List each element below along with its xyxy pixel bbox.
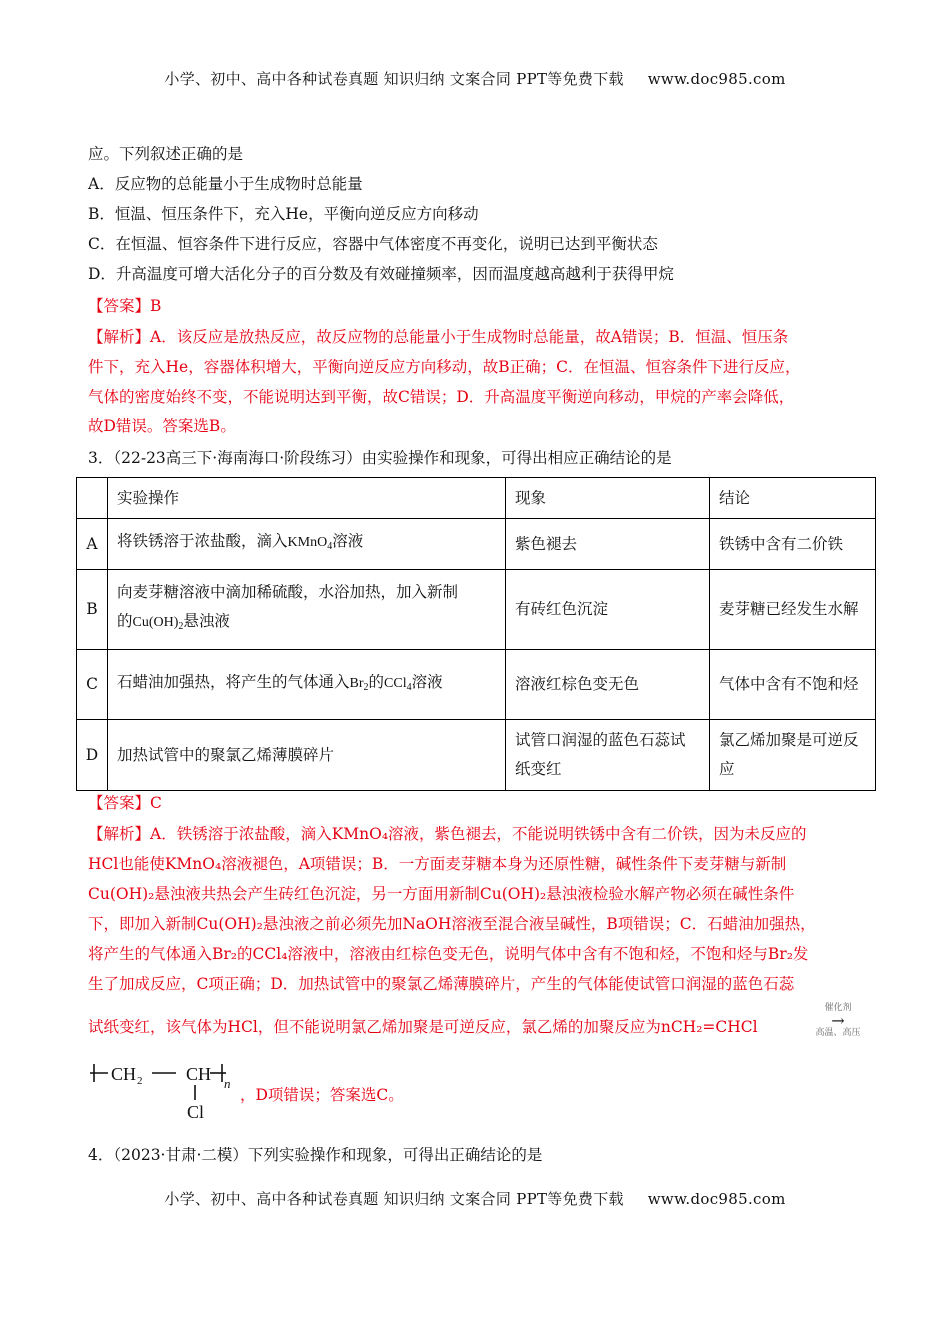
row-phenomenon: 溶液红棕色变无色: [506, 650, 710, 720]
q4-stem: 4．（2023·甘肃·二模）下列实验操作和现象，可得出正确结论的是: [88, 1146, 543, 1164]
row-label: D: [77, 720, 108, 791]
polymer-cl: Cl: [187, 1102, 205, 1122]
pvc-structure-figure: [86, 1060, 246, 1122]
row-phenomenon: 试管口润湿的蓝色石蕊试纸变红: [506, 720, 710, 791]
row-conclusion: 氯乙烯加聚是可逆反应: [710, 720, 876, 791]
q3-analysis-line: 【解析】A．铁锈溶于浓盐酸，滴入KMnO₄溶液，紫色褪去，不能说明铁锈中含有二价铁，因为未反应的: [88, 825, 807, 843]
row-label: C: [77, 650, 108, 720]
footer-site: www.doc985.com: [647, 1190, 786, 1208]
q3-stem: 3．（22-23高三下·海南海口·阶段练习）由实验操作和现象，可得出相应正确结论的是: [88, 449, 672, 467]
row-conclusion: 气体中含有不饱和烃: [710, 650, 876, 720]
row-operation: 石蜡油加强热，将产生的气体通入$Br_2$的CCl$_4$溶液: [108, 650, 506, 720]
table-header-phenomenon: 现象: [506, 478, 710, 519]
q3-analysis-line: 试纸变红，该气体为HCl，但不能说明氯乙烯加聚是可逆反应，氯乙烯的加聚反应为nCH₂=CHCl: [88, 1018, 758, 1036]
q3-analysis-line: 将产生的气体通入Br₂的CCl₄溶液中，溶液由红棕色变无色，说明气体中含有不饱和烃，不饱和烃与Br₂发: [88, 945, 809, 963]
q3-analysis-line: Cu(OH)₂悬浊液共热会产生砖红色沉淀，另一方面用新制Cu(OH)₂悬浊液检验水解产物必须在碱性条件: [88, 885, 795, 903]
reaction-arrow: [808, 1003, 868, 1039]
arrow-condition-top: 催化剂: [824, 1003, 852, 1013]
header-title: 小学、初中、高中各种试卷真题 知识归纳 文案合同 PPT等免费下载: [164, 70, 624, 88]
footer-title: 小学、初中、高中各种试卷真题 知识归纳 文案合同 PPT等免费下载: [164, 1190, 624, 1208]
q2-analysis-line: 件下，充入He，容器体积增大，平衡向逆反应方向移动，故B正确；C．在恒温、恒容条件下进行反应，: [88, 358, 801, 376]
q3-analysis-end: ，D项错误；答案选C。: [240, 1086, 404, 1104]
table-header-conclusion: 结论: [710, 478, 876, 519]
experiment-table: [76, 477, 876, 791]
q2-analysis-line: 故D错误。答案选B。: [88, 417, 236, 435]
table-row: [77, 570, 876, 650]
row-conclusion: 麦芽糖已经发生水解: [710, 570, 876, 650]
row-operation: 将铁锈溶于浓盐酸，滴入KMnO$_4$溶液: [108, 519, 506, 570]
row-conclusion: 铁锈中含有二价铁: [710, 519, 876, 570]
row-operation: 加热试管中的聚氯乙烯薄膜碎片: [108, 720, 506, 791]
row-operation: 向麦芽糖溶液中滴加稀硫酸，水浴加热，加入新制 的$Cu(OH)_2$悬浊液: [108, 570, 506, 650]
q3-answer: 【答案】C: [88, 794, 162, 812]
row-label: B: [77, 570, 108, 650]
q3-analysis-line: 生了加成反应，C项正确；D．加热试管中的聚氯乙烯薄膜碎片，产生的气体能使试管口润湿的蓝色石蕊: [88, 975, 795, 993]
header-site: www.doc985.com: [647, 70, 786, 88]
polymer-n: n: [224, 1076, 231, 1091]
formula-kmno4: KMnO$_4$: [287, 535, 333, 552]
table-row: [77, 720, 876, 791]
q2-option-c: C．在恒温、恒容条件下进行反应，容器中气体密度不再变化，说明已达到平衡状态: [88, 235, 658, 253]
table-row: [77, 650, 876, 720]
table-header-operation: 实验操作: [108, 478, 506, 519]
q2-option-a: A．反应物的总能量小于生成物时总能量: [88, 175, 363, 193]
formula-br2: $Br_2$: [349, 675, 369, 693]
q2-analysis-line: 气体的密度始终不变，不能说明达到平衡，故C错误；D．升高温度平衡逆向移动，甲烷的产率会降低，: [88, 388, 795, 406]
row-label: A: [77, 519, 108, 570]
polymer-ch: CH: [186, 1064, 212, 1084]
q2-stem-tail: 应。下列叙述正确的是: [88, 145, 244, 163]
arrow-condition-bottom: 高温、高压: [815, 1028, 861, 1038]
arrow-icon: →: [831, 1011, 845, 1030]
q2-option-b: B．恒温、恒压条件下，充入He，平衡向逆反应方向移动: [88, 205, 479, 223]
q2-option-d: D．升高温度可增大活化分子的百分数及有效碰撞频率，因而温度越高越利于获得甲烷: [88, 265, 674, 283]
table-header-row: [77, 478, 876, 519]
table-header-blank: [77, 478, 108, 519]
polymer-ch2: CH: [111, 1064, 137, 1084]
formula-ccl4: CCl$_4$: [384, 675, 412, 693]
polymer-ch2-sub: 2: [137, 1075, 143, 1087]
formula-cuoh2: $Cu(OH)_2$: [132, 615, 184, 632]
q3-analysis-line: 下，即加入新制Cu(OH)₂悬浊液之前必须先加NaOH溶液至混合液呈碱性，B项错误；C．石蜡油加强热，: [88, 915, 816, 933]
page-footer: [0, 1188, 950, 1209]
row-phenomenon: 有砖红色沉淀: [506, 570, 710, 650]
table-row: [77, 519, 876, 570]
q2-answer: 【答案】B: [88, 297, 162, 315]
page-header: [0, 68, 950, 89]
q2-analysis-line: 【解析】A．该反应是放热反应，故反应物的总能量小于生成物时总能量，故A错误；B．恒温、恒压条: [88, 328, 789, 346]
q3-analysis-line: HCl也能使KMnO₄溶液褪色，A项错误；B．一方面麦芽糖本身为还原性糖，碱性条件下麦芽糖与新制: [88, 855, 787, 873]
row-phenomenon: 紫色褪去: [506, 519, 710, 570]
